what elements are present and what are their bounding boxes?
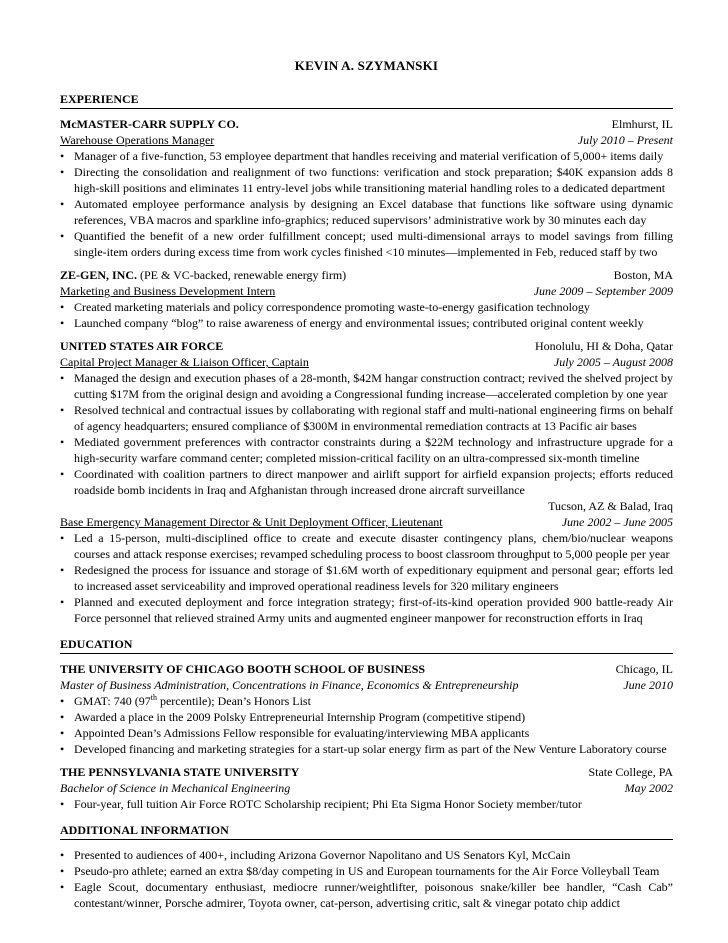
bullet-list (60, 299, 673, 331)
org-line (60, 116, 239, 132)
bullet-item: • Launched company “blog” to raise awareness of energy and environmental issues; contributed original content weekly (60, 315, 673, 331)
entry-header (60, 267, 673, 283)
org-name: McMASTER-CARR SUPPLY CO. (60, 117, 239, 131)
entry-header (60, 764, 673, 780)
bullet-item: • Resolved technical and contractual issues by collaborating with regional staff and multi-national engineering firms on behalf of agency headquarters; ensured compliance of $300M in environmental remediation contracts at 13 Pacific air bases (60, 402, 673, 434)
bullet-item: • Quantified the benefit of a new order fulfillment concept; used multi-dimensional arrays to model savings from filling single-item orders during excess time from work cycles finished <10 minutes—implemented in Feb, reduced staff by two (60, 228, 673, 260)
experience-section (60, 91, 673, 626)
org-line (60, 338, 223, 354)
dates: June 2009 – September 2009 (533, 284, 673, 298)
degree-line (60, 677, 673, 693)
education-heading: EDUCATION (60, 636, 673, 654)
experience-heading: EXPERIENCE (60, 91, 673, 109)
entry-header (60, 661, 673, 677)
dates: May 2002 (624, 781, 673, 795)
location: State College, PA (588, 765, 673, 779)
job-title: Capital Project Manager & Liaison Officer, Captain (60, 355, 309, 369)
bullet-item: • Awarded a place in the 2009 Polsky Entrepreneurial Internship Program (competitive stipend) (60, 709, 673, 725)
bullet-item: • Appointed Dean’s Admissions Fellow responsible for evaluating/interviewing MBA applicants (60, 725, 673, 741)
bullet-item: • Led a 15-person, multi-disciplined office to create and execute disaster contingency plans, chem/bio/nuclear weapons courses and attack response exercises; revamped scheduling process to boost classroom throughput to 5,000 people per year (60, 530, 673, 562)
bullet-item: • Coordinated with coalition partners to direct manpower and airlift support for airfield expansion projects; efforts reduced roadside bomb incidents in Iraq and Afghanistan through increased drone aircraft surveillance (60, 466, 673, 498)
bullet-list (60, 530, 673, 626)
role-line (60, 132, 673, 148)
school-name: THE PENNSYLVANIA STATE UNIVERSITY (60, 765, 300, 779)
education-entry-chicago (60, 661, 673, 757)
bullet-item: • Pseudo-pro athlete; earned an extra $8/day competing in US and European tournaments for the Air Force Volleyball Team (60, 863, 673, 879)
gmat-text-rest: percentile); Dean’s Honors List (156, 694, 311, 708)
bullet-item: • Managed the design and execution phases of a 28-month, $42M hangar construction contract; revived the shelved project by cutting $17M from the original design and avoiding a Congressional funding increase—accelerated completion by one year (60, 370, 673, 402)
job-title: Base Emergency Management Director & Unit Deployment Officer, Lieutenant (60, 515, 443, 529)
role-line (60, 514, 673, 530)
role-line (60, 354, 673, 370)
entry-header (60, 338, 673, 354)
bullet-list (60, 796, 673, 812)
degree-line (60, 780, 673, 796)
bullet-item: • Presented to audiences of 400+, including Arizona Governor Napolitano and US Senators Kyl, McCain (60, 847, 673, 863)
education-entry-pennstate (60, 764, 673, 812)
bullet-item: • Created marketing materials and policy correspondence promoting waste-to-energy gasification technology (60, 299, 673, 315)
education-section (60, 636, 673, 812)
bullet-item: • Automated employee performance analysis by designing an Excel database that functions like software using dynamic references, VBA macros and sparkline info-graphics; reduced supervisors’ administrative work by 30 minutes each day (60, 196, 673, 228)
degree: Master of Business Administration, Concentrations in Finance, Economics & Entrepreneurship (60, 678, 519, 692)
org-line (60, 267, 346, 283)
org-note: (PE & VC-backed, renewable energy firm) (140, 268, 347, 282)
bullet-list (60, 693, 673, 757)
gmat-text: GMAT: 740 (97 (74, 694, 151, 708)
bullet-item (60, 693, 673, 709)
bullet-list (60, 148, 673, 260)
experience-entry-zegen (60, 267, 673, 331)
location: Boston, MA (613, 268, 673, 282)
bullet-item: • Planned and executed deployment and force integration strategy; first-of-its-kind operation provided 900 battle-ready Air Force personnel that relieved strained Army units and augmented engineer manpower for reconstruction efforts in Iraq (60, 594, 673, 626)
bullet-item: • Manager of a five-function, 53 employee department that handles receiving and material verification of 5,000+ items daily (60, 148, 673, 164)
bullet-item: • Four-year, full tuition Air Force ROTC Scholarship recipient; Phi Eta Sigma Honor Society member/tutor (60, 796, 673, 812)
role-line (60, 283, 673, 299)
dates: June 2010 (623, 678, 673, 692)
candidate-name: KEVIN A. SZYMANSKI (294, 58, 439, 73)
location: Tucson, AZ & Balad, Iraq (548, 499, 673, 513)
bullet-item: • Developed financing and marketing strategies for a start-up solar energy firm as part of the New Venture Laboratory course (60, 741, 673, 757)
location: Chicago, IL (615, 662, 673, 676)
bullet-item: • Redesigned the process for issuance and storage of $1.6M worth of expeditionary equipment and personal gear; efforts led to increased asset serviceability and improved operational readiness levels for 320 military engineers (60, 562, 673, 594)
org-name: ZE-GEN, INC. (60, 268, 138, 282)
dates: June 2002 – June 2005 (561, 515, 673, 529)
additional-heading: ADDITIONAL INFORMATION (60, 822, 673, 840)
gmat-superscript: th (150, 693, 157, 702)
dates: July 2005 – August 2008 (553, 355, 673, 369)
bullet-list (60, 370, 673, 498)
resume-page (60, 58, 673, 911)
bullet-list (60, 847, 673, 911)
degree: Bachelor of Science in Mechanical Engineering (60, 781, 291, 795)
dates: July 2010 – Present (577, 133, 673, 147)
additional-section (60, 822, 673, 911)
school-name: THE UNIVERSITY OF CHICAGO BOOTH SCHOOL OF BUSINESS (60, 662, 426, 676)
job-title: Marketing and Business Development Intern (60, 284, 276, 298)
location: Elmhurst, IL (611, 117, 673, 131)
bullet-item: • Eagle Scout, documentary enthusiast, mediocre runner/weightlifter, poisonous snake/killer bee handler, “Cash Cab” contestant/winner, Porsche admirer, Toyota owner, cat-person, advertising critic, salt & vinegar potato chip addict (60, 879, 673, 911)
bullet-item: • Mediated government preferences with contractor constraints during a $22M technology and infrastructure upgrade for a high-security warfare command center; completed mission-critical facility on an ultra-compressed six-month timeline (60, 434, 673, 466)
org-name: UNITED STATES AIR FORCE (60, 339, 224, 353)
entry-header (60, 116, 673, 132)
experience-entry-usaf (60, 338, 673, 626)
job-title: Warehouse Operations Manager (60, 133, 215, 147)
experience-entry-mcmaster (60, 116, 673, 260)
location: Honolulu, HI & Doha, Qatar (535, 339, 673, 353)
bullet-item: • Directing the consolidation and realignment of two functions: verification and stock preparation; $40K expansion adds 8 high-skill positions and eliminates 11 entry-level jobs while transitioning material handling roles to a dedicated department (60, 164, 673, 196)
